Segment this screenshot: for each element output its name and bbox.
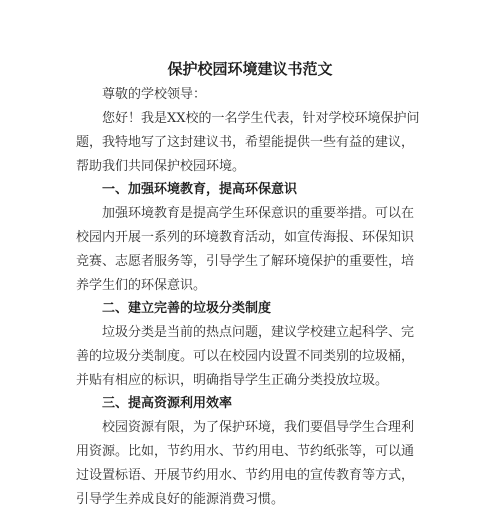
document-title: 保护校园环境建议书范文 <box>167 60 333 78</box>
section-1-body: 加强环境教育是提高学生环保意识的重要举措。可以在校园内开展一系列的环境教育活动，如宣传海报、环保知识竞赛、志愿者服务等，引导学生了解环境保护的重要性，培养学生们的环保意识。 <box>76 206 415 293</box>
section-3-body: 校园资源有限，为了保护环境，我们要倡导学生合理利用资源。比如，节约用水、节约用电、节约纸张等，可以通过设置标语、开展节约用水、节约用电的宣传教育等方式，引导学生养成良好的能源消费习惯。 <box>76 420 415 507</box>
section-2-body: 垃圾分类是当前的热点问题，建议学校建立起科学、完善的垃圾分类制度。可以在校园内设置不同类别的垃圾桶，并贴有相应的标识，明确指导学生正确分类投放垃圾。 <box>76 325 415 388</box>
section-2-heading: 二、建立完善的垃圾分类制度 <box>102 301 272 316</box>
intro-paragraph: 您好！我是XX校的一名学生代表，针对学校环境保护问题，我特地写了这封建议书，希望能提供一些有益的建议，帮助我们共同保护校园环境。 <box>76 111 420 174</box>
section-1-heading: 一、加强环境教育，提高环保意识 <box>102 182 298 197</box>
section-3-heading: 三、提高资源利用效率 <box>102 396 233 411</box>
salutation: 尊敬的学校领导： <box>102 87 207 102</box>
